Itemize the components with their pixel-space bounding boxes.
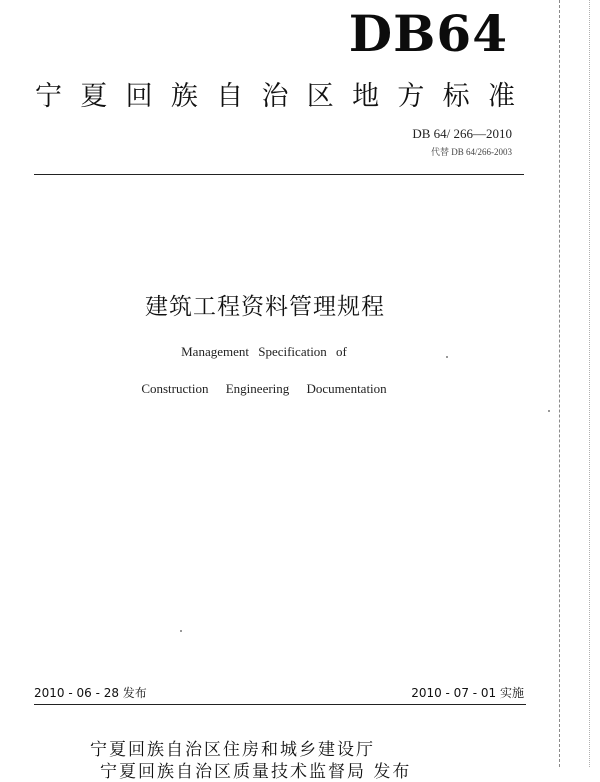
header-divider — [34, 174, 524, 175]
replaces-standard: 代替 DB 64/266-2003 — [430, 147, 512, 157]
document-title-english-line2: Construction Engineering Documentation — [141, 381, 387, 396]
issuing-authority-1: 宁夏回族自治区住房和城乡建设厅 — [90, 740, 375, 760]
standard-code-logo: DB64 — [348, 4, 508, 63]
footer-divider — [34, 704, 526, 705]
category-char: 地 — [352, 81, 380, 112]
document-title-english-line1: Management Specification of — [181, 344, 347, 359]
category-char: 夏 — [80, 81, 108, 112]
category-char: 区 — [306, 81, 334, 112]
standard-category — [35, 74, 515, 113]
category-char: 自 — [216, 81, 244, 112]
issue-date: 2010 - 06 - 28 发布 — [34, 686, 147, 700]
category-char: 回 — [125, 81, 153, 112]
scan-edge-line — [559, 0, 560, 767]
scan-speck — [446, 356, 448, 358]
standard-number: DB 64/ 266—2010 — [412, 126, 512, 141]
category-char: 准 — [487, 81, 515, 112]
category-char: 方 — [397, 81, 425, 112]
scan-speck — [548, 410, 550, 412]
category-char: 宁 — [35, 81, 62, 112]
scan-speck — [180, 630, 182, 632]
category-char: 治 — [261, 81, 289, 112]
issuing-authority-2: 宁夏回族自治区质量技术监督局 发布 — [100, 762, 412, 782]
implementation-date: 2010 - 07 - 01 实施 — [411, 686, 524, 700]
category-char: 族 — [170, 81, 198, 112]
document-title-chinese: 建筑工程资料管理规程 — [145, 294, 385, 320]
category-char: 标 — [442, 81, 470, 112]
scan-edge-line-secondary — [589, 0, 590, 767]
